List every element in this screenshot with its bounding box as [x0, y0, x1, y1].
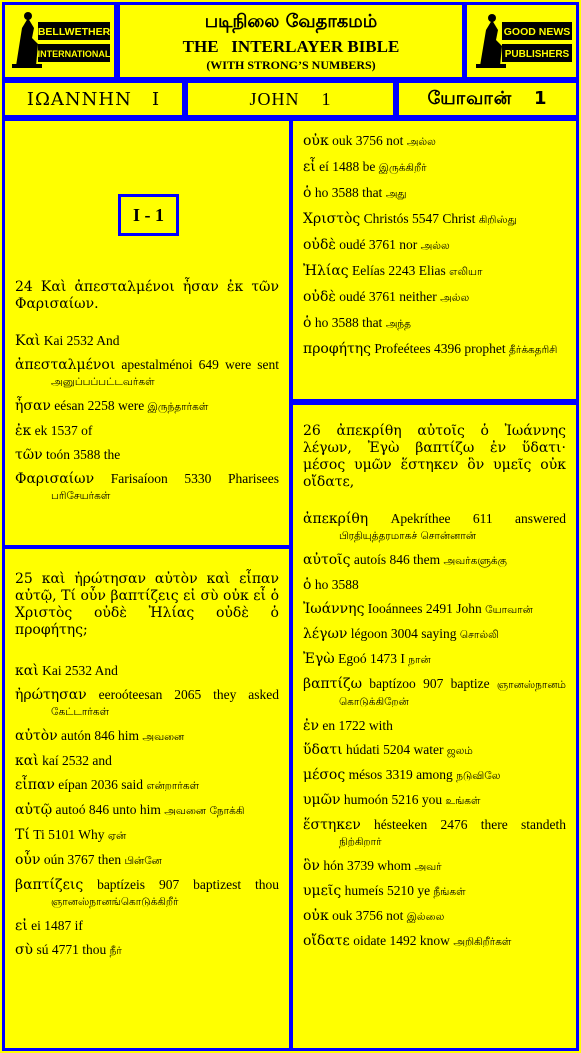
tamil-gloss: பின்னே	[124, 855, 162, 867]
bellwether-logo	[8, 8, 112, 74]
interlinear-entry	[303, 237, 566, 254]
verse-25-entries	[15, 663, 279, 959]
greek-word: Χριστὸς	[303, 211, 361, 227]
greek-word: ἀπεκρίθη	[303, 511, 369, 527]
transliteration-strongs-english: ho 3588	[314, 577, 359, 592]
verse-26-entries	[303, 511, 566, 950]
greek-word: υμῶν	[303, 792, 341, 808]
greek-word: Ἰωάννης	[303, 601, 365, 617]
transliteration-strongs-english: húdati 5204 water	[346, 742, 444, 757]
transliteration-strongs-english: ek 1537 of	[34, 423, 93, 438]
greek-word: ἠρώτησαν	[15, 687, 87, 703]
transliteration-strongs-english: hón 3739 whom	[323, 858, 412, 873]
transliteration-strongs-english: oún 3767 then	[43, 852, 122, 867]
greek-word: βαπτίζεις	[15, 877, 84, 893]
greek-word: υμεῖς	[303, 883, 342, 899]
chapter-label-box	[118, 194, 179, 236]
interlinear-entry	[303, 511, 566, 544]
verse-25-panel	[2, 546, 292, 1051]
tamil-gloss: எலியா	[449, 266, 483, 278]
transliteration-strongs-english: kaí 2532 and	[42, 753, 112, 768]
transliteration-strongs-english: Egoó 1473 I	[338, 651, 405, 666]
interlinear-entry	[15, 357, 279, 390]
transliteration-strongs-english: ouk 3756 not	[332, 133, 404, 148]
english-book-heading	[185, 80, 396, 118]
interlinear-entry	[303, 341, 566, 358]
interlinear-entry	[303, 185, 566, 202]
interlinear-entry	[15, 918, 279, 934]
tamil-gloss: அவனை	[142, 731, 185, 743]
greek-word: αὐτὸν	[15, 728, 58, 744]
greek-word: σὺ	[15, 942, 34, 958]
transliteration-strongs-english: baptízoo 907 baptize	[369, 676, 490, 691]
greek-book-label: ΙΩΑΝΝΗΝ Ι	[26, 88, 161, 110]
transliteration-strongs-english: Apekríthee 611 answered	[390, 511, 567, 526]
transliteration-strongs-english: humeís 5210 ye	[344, 883, 431, 898]
tamil-gloss: நீங்கள்	[433, 886, 466, 898]
tamil-book-heading	[396, 80, 579, 118]
bellwether-logo-icon	[8, 8, 112, 74]
verse-26-panel	[290, 402, 579, 1051]
interlinear-entry	[303, 601, 566, 618]
greek-word: ὃν	[303, 858, 320, 874]
interlinear-entry	[15, 728, 279, 745]
interlinear-entry	[15, 827, 279, 844]
greek-word: Τί	[15, 827, 30, 843]
verse-25-continued-entries	[303, 133, 566, 358]
tamil-gloss: ஏன்	[107, 830, 127, 842]
greek-word: ὁ	[303, 185, 312, 201]
transliteration-strongs-english: Iooánnees 2491 John	[367, 601, 482, 616]
transliteration-strongs-english: Ti 5101 Why	[33, 827, 105, 842]
interlinear-entry	[15, 663, 279, 679]
transliteration-strongs-english: ei 1487 if	[31, 918, 83, 933]
tamil-gloss: கேட்டார்கள்	[51, 706, 110, 718]
greek-word: οὐκ	[303, 908, 329, 924]
interlinear-entry	[15, 877, 279, 910]
interlinear-entry	[15, 852, 279, 869]
interlinear-entry	[303, 315, 566, 332]
page-title: THE INTERLAYER BIBLE	[182, 37, 400, 56]
transliteration-strongs-english: mésos 3319 among	[348, 767, 453, 782]
transliteration-strongs-english: hésteeken 2476 there standeth	[374, 817, 566, 832]
title-box	[117, 2, 465, 80]
interlinear-entry	[303, 718, 566, 734]
interlinear-entry	[303, 883, 566, 900]
interlinear-entry	[303, 211, 566, 228]
interlinear-entry	[303, 651, 566, 668]
tamil-gloss: இருந்தார்கள்	[147, 401, 209, 413]
transliteration-strongs-english: apestalménoi 649 were sent	[121, 357, 280, 372]
greek-word: προφήτης	[303, 341, 372, 357]
greek-word: εἶπαν	[15, 777, 55, 793]
greek-word: Ἠλίας	[303, 263, 349, 279]
transliteration-strongs-english: autoís 846 them	[353, 552, 441, 567]
greek-word: καὶ	[15, 663, 39, 679]
tamil-gloss: நான்	[408, 654, 431, 666]
greek-word: ἕστηκεν	[303, 817, 361, 833]
tamil-gloss: தீர்க்கதரிசி	[509, 344, 558, 356]
tamil-gloss: ஜலம்	[446, 745, 473, 757]
verse-25-continued-panel	[290, 118, 579, 402]
transliteration-strongs-english: ho 3588 that	[314, 185, 383, 200]
right-logo-line1: GOOD NEWS	[503, 26, 571, 38]
interlinear-entry	[15, 942, 279, 959]
interlinear-entry	[15, 687, 279, 720]
transliteration-strongs-english: autoó 846 unto him	[55, 802, 161, 817]
transliteration-strongs-english: eésan 2258 were	[54, 398, 145, 413]
transliteration-strongs-english: oidate 1492 know	[353, 933, 450, 948]
greek-word: Ἐγὼ	[303, 651, 335, 667]
greek-word: ὕδατι	[303, 742, 343, 758]
transliteration-strongs-english: Profeétees 4396 prophet	[374, 341, 506, 356]
tamil-gloss: அவர்	[414, 861, 442, 873]
tamil-gloss: பிரதியுத்தரமாகச் சொன்னான்	[339, 530, 477, 542]
tamil-gloss: ஞானஸ்நானம் கொடுக்கிறேன்	[339, 679, 566, 708]
tamil-gloss: இல்லை	[406, 911, 445, 923]
greek-word: ὁ	[303, 315, 312, 331]
greek-word: ὁ	[303, 577, 312, 593]
tamil-gloss: நீர்	[109, 945, 122, 957]
tamil-book-label: யோவான் 1	[427, 87, 548, 109]
tamil-gloss: நிற்கிறார்	[339, 836, 382, 848]
right-logo-line2: PUBLISHERS	[504, 49, 570, 60]
transliteration-strongs-english: Kai 2532 And	[43, 333, 120, 348]
interlinear-entry	[303, 858, 566, 875]
interlinear-entry	[303, 626, 566, 643]
page-subtitle: (WITH STRONG’S NUMBERS)	[206, 58, 376, 72]
tamil-gloss: யோவான்	[485, 604, 533, 616]
transliteration-strongs-english: ho 3588 that	[314, 315, 383, 330]
greek-word: ἐν	[303, 718, 320, 734]
tamil-gloss: அல்ல	[440, 292, 470, 304]
left-logo-line1: BELLWETHER	[37, 26, 111, 38]
greek-word: τῶν	[15, 447, 43, 463]
tamil-gloss: நடுவிலே	[456, 770, 501, 782]
transliteration-strongs-english: sú 4771 thou	[36, 942, 107, 957]
greek-book-heading	[2, 80, 185, 118]
interlinear-entry	[15, 802, 279, 819]
tamil-gloss: அனுப்பப்பட்டவர்கள்	[51, 376, 155, 388]
transliteration-strongs-english: baptízeis 907 baptizest thou	[97, 877, 279, 892]
interlinear-entry	[303, 263, 566, 280]
interlinear-entry	[303, 577, 566, 593]
left-logo-line2: INTERNATIONAL	[37, 49, 111, 59]
transliteration-strongs-english: Farisaíoon 5330 Pharisees	[110, 471, 280, 486]
transliteration-strongs-english: oudé 3761 nor	[339, 237, 418, 252]
tamil-gloss: அல்ல	[406, 136, 436, 148]
greek-word: λέγων	[303, 626, 348, 642]
interlinear-entry	[15, 777, 279, 794]
tamil-gloss: என்றார்கள்	[146, 780, 200, 792]
tamil-gloss: அறிகிறீர்கள்	[453, 936, 512, 948]
transliteration-strongs-english: ouk 3756 not	[332, 908, 404, 923]
interlinear-entry	[303, 933, 566, 950]
tamil-gloss: அவர்களுக்கு	[443, 555, 507, 567]
transliteration-strongs-english: eípan 2036 said	[58, 777, 144, 792]
greek-word: αὐτοῖς	[303, 552, 351, 568]
interlinear-entry	[303, 792, 566, 809]
tamil-gloss: உங்கள்	[445, 795, 481, 807]
transliteration-strongs-english: toón 3588 the	[46, 447, 121, 462]
tamil-gloss: அவனை நோக்கி	[164, 805, 245, 817]
greek-word: ἀπεσταλμένοι	[15, 357, 116, 373]
chapter-label: I - 1	[133, 204, 164, 225]
greek-word: αὐτῷ	[15, 802, 53, 818]
tamil-gloss: அல்ல	[420, 240, 450, 252]
greek-word: εἰ	[15, 918, 28, 934]
greek-word: ἐκ	[15, 423, 32, 439]
transliteration-strongs-english: humoón 5216 you	[343, 792, 443, 807]
transliteration-strongs-english: Kai 2532 And	[42, 663, 118, 678]
interlinear-entry	[303, 742, 566, 759]
tamil-gloss: கிறிஸ்து	[478, 214, 517, 226]
good-news-logo	[470, 8, 574, 74]
interlinear-entry	[15, 423, 279, 439]
greek-word: οὖν	[15, 852, 41, 868]
transliteration-strongs-english: Eelías 2243 Elias	[352, 263, 446, 278]
interlinear-entry	[15, 447, 279, 463]
interlinear-entry	[15, 753, 279, 769]
interlinear-entry	[303, 159, 566, 176]
transliteration-strongs-english: eeroóteesan 2065 they asked	[98, 687, 279, 702]
greek-word: Καὶ	[15, 333, 41, 349]
greek-word: μέσος	[303, 767, 346, 783]
greek-word: οὐδὲ	[303, 289, 336, 305]
tamil-gloss: ஞானஸ்நானங்கொடுக்கிறீர்	[51, 896, 179, 908]
transliteration-strongs-english: autón 846 him	[61, 728, 140, 743]
greek-word: καὶ	[15, 753, 39, 769]
transliteration-strongs-english: légoon 3004 saying	[350, 626, 457, 641]
greek-word: ἦσαν	[15, 398, 51, 414]
transliteration-strongs-english: eí 1488 be	[319, 159, 376, 174]
good-news-logo-icon	[470, 8, 574, 74]
interlinear-entry	[15, 398, 279, 415]
verse-26-text: 26 ἀπεκρίθη αὐτοῖς ὁ Ἰωάννης λέγων, Ἐγὼ βαπτίζω ἐν ὕδατι· μέσος υμῶν ἕστηκεν ὃν υμεῖς οὐκ οἴδατε,	[303, 423, 566, 490]
english-book-label: JOHN 1	[249, 88, 332, 109]
interlinear-entry	[303, 767, 566, 784]
transliteration-strongs-english: Christós 5547 Christ	[363, 211, 476, 226]
greek-word: οἴδατε	[303, 933, 350, 949]
interlinear-entry	[303, 817, 566, 850]
interlinear-entry	[15, 471, 279, 504]
greek-word: εἶ	[303, 159, 316, 175]
verse-24-panel	[2, 118, 292, 548]
tamil-gloss: இருக்கிறீர்	[378, 162, 427, 174]
tamil-gloss: சொல்லி	[459, 629, 499, 641]
tamil-gloss: அது	[385, 188, 407, 200]
interlinear-entry	[303, 908, 566, 925]
interlinear-entry	[303, 552, 566, 569]
interlinear-entry	[303, 676, 566, 710]
greek-word: Φαρισαίων	[15, 471, 95, 487]
interlinear-entry	[15, 333, 279, 349]
interlinear-entry	[303, 133, 566, 150]
interlinear-entry	[303, 289, 566, 306]
greek-word: οὐδὲ	[303, 237, 336, 253]
verse-24-text: 24 Καὶ ἀπεσταλμένοι ἦσαν ἐκ τῶν Φαρισαίων.	[15, 279, 279, 312]
tamil-title: படிநிலை வேதாகமம்	[204, 11, 378, 32]
transliteration-strongs-english: oudé 3761 neither	[339, 289, 437, 304]
transliteration-strongs-english: en 1722 with	[322, 718, 393, 733]
greek-word: βαπτίζω	[303, 676, 362, 692]
tamil-gloss: அந்த	[385, 318, 411, 330]
verse-24-entries	[15, 333, 279, 504]
greek-word: οὐκ	[303, 133, 329, 149]
tamil-gloss: பரிசேயர்கள்	[51, 490, 111, 502]
verse-25-text: 25 καὶ ἠρώτησαν αὐτὸν καὶ εἶπαν αὐτῷ, Τί οὖν βαπτίζεις εἰ σὺ οὐκ εἶ ὁ Χριστὸς οὐδὲ Ἠλίας οὐδὲ ὁ προφήτης;	[15, 571, 279, 638]
